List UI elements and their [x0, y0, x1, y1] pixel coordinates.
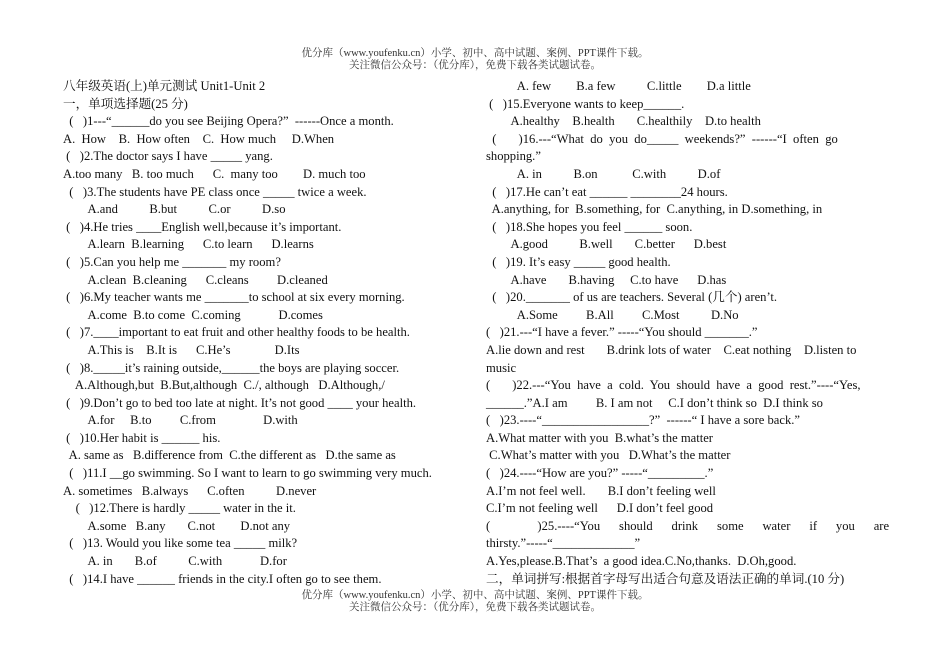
footer-banner-line1: 优分库（www.youfenku.cn）小学、初中、高中试题、案例、PPT课件下载。 — [301, 590, 649, 601]
left-column — [63, 78, 463, 588]
right-line: ( )23.----“_________________?” ------“ I have a sore back.” — [486, 413, 801, 428]
right-line: C.I’m not feeling well D.I don’t feel good — [486, 501, 714, 516]
right-line: A.good B.well C.better D.best — [486, 237, 727, 252]
left-line: A. in B.of C.with D.for — [63, 554, 287, 569]
left-line: ( )13. Would you like some tea _____ milk? — [63, 536, 298, 551]
right-line: ( )16.---“What do you do_____ weekends?” ------“I often go — [486, 131, 838, 146]
left-line: ( )3.The students have PE class once _____ twice a week. — [63, 184, 367, 199]
footer-banner-line2: 关注微信公众号：（优分库），免费下载各类试题试卷。 — [349, 602, 601, 613]
left-line: A.some B.any C.not D.not any — [63, 518, 291, 533]
left-line: A. same as B.difference from C.the different as D.the same as — [63, 448, 396, 463]
left-line: A.and B.but C.or D.so — [63, 202, 286, 217]
left-line: A.for B.to C.from D.with — [63, 413, 298, 428]
header-banner — [0, 48, 950, 72]
right-line: A.healthy B.health C.healthily D.to health — [486, 114, 761, 129]
right-line: 二，单词拼写:根据首字母写出适合句意及语法正确的单词.(10 分) — [486, 571, 845, 586]
right-line: A.What matter with you B.what’s the matter — [486, 430, 713, 445]
left-line: ( )6.My teacher wants me _______to school at six every morning. — [63, 290, 405, 305]
right-line: ( )25.----“You should drink some water if you are — [486, 518, 890, 533]
left-line: ( )8._____it’s raining outside,______the boys are playing soccer. — [63, 360, 400, 375]
left-line: A. sometimes B.always C.often D.never — [63, 483, 317, 498]
header-banner-line2: 关注微信公众号：（优分库），免费下载各类试题试卷。 — [349, 60, 601, 71]
footer-banner — [0, 590, 950, 614]
left-line: ( )4.He tries ____English well,because it’s important. — [63, 219, 342, 234]
right-line: A.have B.having C.to have D.has — [486, 272, 727, 287]
left-line: A.come B.to come C.coming D.comes — [63, 307, 323, 322]
left-line: ( )14.I have ______ friends in the city.I often go to see them. — [63, 571, 382, 586]
right-line: ( )17.He can’t eat ______ ________24 hours. — [486, 184, 728, 199]
right-line: A.I’m not feel well. B.I don’t feeling well — [486, 483, 716, 498]
left-line: ( )1---“______do you see Beijing Opera?” ------Once a month. — [63, 114, 394, 129]
right-line: A.anything, for B.something, for C.anything, in D.something, in — [486, 202, 823, 217]
left-line: ( )11.I __go swimming. So I want to learn to go swimming very much. — [63, 466, 432, 481]
right-line: A.Yes,please.B.That’s a good idea.C.No,thanks. D.Oh,good. — [486, 554, 797, 569]
left-line: A. How B. How often C. How much D.When — [63, 131, 335, 146]
left-line: ( )5.Can you help me _______ my room? — [63, 254, 281, 269]
right-line: A.lie down and rest B.drink lots of water C.eat nothing D.listen to — [486, 342, 857, 357]
left-line: ( )10.Her habit is ______ his. — [63, 430, 221, 445]
left-line: A.This is B.It is C.He’s D.Its — [63, 342, 300, 357]
right-line: A. in B.on C.with D.of — [486, 166, 721, 181]
right-line: ( )18.She hopes you feel ______ soon. — [486, 219, 693, 234]
left-line: ( )9.Don’t go to bed too late at night. It’s not good ____ your health. — [63, 395, 417, 410]
left-line: A.learn B.learning C.to learn D.learns — [63, 237, 314, 252]
right-line: ( )19. It’s easy _____ good health. — [486, 254, 671, 269]
left-line: A.Although,but B.But,although C./, although D.Although,/ — [63, 378, 385, 393]
right-line: C.What’s matter with you D.What’s the matter — [486, 448, 731, 463]
right-line: thirsty.”-----“_____________” — [486, 536, 641, 551]
right-line: ( )24.----“How are you?” -----“_________.” — [486, 466, 714, 481]
right-line: A. few B.a few C.little D.a little — [486, 79, 751, 93]
left-line: 八年级英语(上)单元测试 Unit1-Unit 2 — [63, 79, 266, 93]
left-line: ( )12.There is hardly _____ water in the it. — [63, 501, 296, 516]
right-column — [486, 78, 890, 588]
right-line: ( )20._______ of us are teachers. Several (几个) aren’t. — [486, 290, 778, 305]
right-line: ______.”A.I am B. I am not C.I don’t think so D.I think so — [486, 395, 823, 410]
right-line: A.Some B.All C.Most D.No — [486, 307, 739, 322]
header-banner-line1: 优分库（www.youfenku.cn）小学、初中、高中试题、案例、PPT课件下载。 — [301, 48, 649, 59]
left-line: ( )2.The doctor says I have _____ yang. — [63, 149, 273, 164]
left-line: A.clean B.cleaning C.cleans D.cleaned — [63, 272, 328, 287]
left-line: ( )7.____important to eat fruit and other healthy foods to be health. — [63, 325, 410, 340]
right-line: ( )21.---“I have a fever.” -----“You should _______.” — [486, 325, 758, 340]
right-line: shopping.” — [486, 149, 541, 164]
right-line: music — [486, 360, 517, 375]
left-line: 一，单项选择题(25 分) — [63, 96, 188, 111]
left-line: A.too many B. too much C. many too D. much too — [63, 166, 366, 181]
right-line: ( )15.Everyone wants to keep______. — [486, 96, 685, 111]
right-line: ( )22.---“You have a cold. You should have a good rest.”----“Yes, — [486, 378, 861, 393]
